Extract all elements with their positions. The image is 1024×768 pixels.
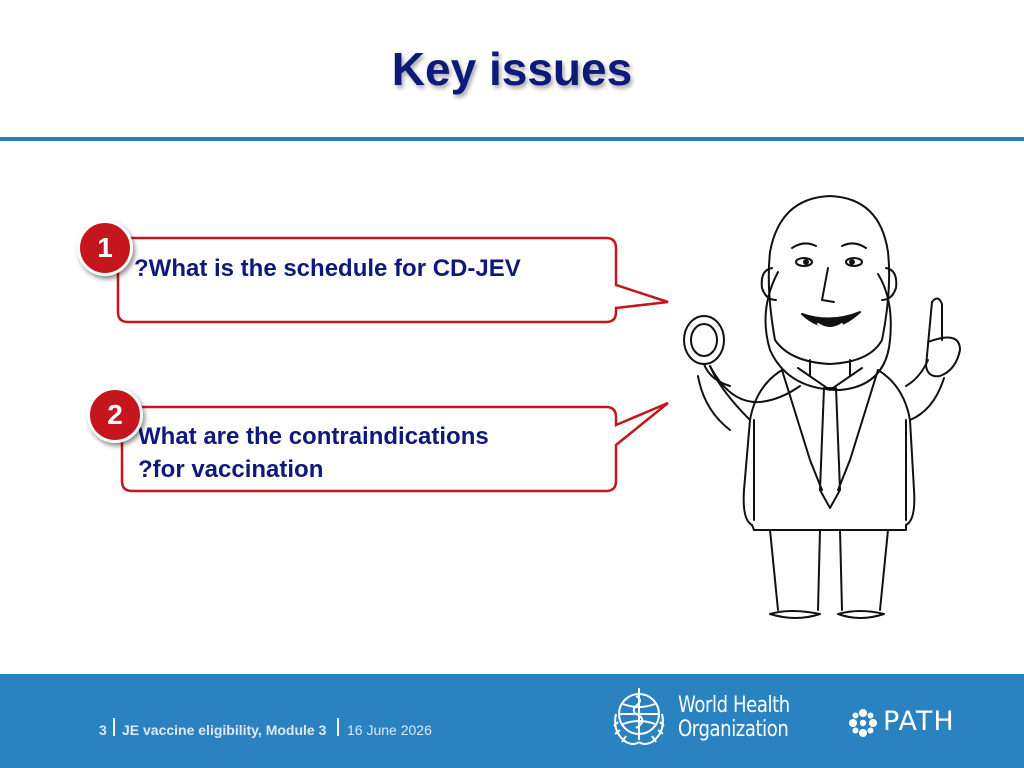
who-name-line-1: World Health — [678, 693, 790, 718]
who-name-line-2: Organization — [678, 717, 789, 742]
module-label: JE vaccine eligibility, Module 3 — [122, 722, 327, 738]
question-2-line-2: ?for vaccination — [138, 456, 324, 483]
page-number: 3 — [99, 722, 107, 738]
slide-title: Key issues — [391, 43, 633, 95]
question-2-line-1: What are the contraindications — [138, 423, 489, 450]
footer-date: 16 June 2026 — [347, 722, 432, 738]
question-1-line-1: ?What is the schedule for CD-JEV — [134, 255, 521, 282]
number-badge-1: 1 — [77, 220, 133, 276]
doctor-illustration — [670, 190, 970, 630]
who-emblem-icon — [606, 684, 672, 750]
footer-separator-2 — [337, 718, 339, 736]
who-name — [678, 694, 790, 742]
question-1-text — [134, 252, 521, 285]
path-logo-icon — [848, 708, 878, 738]
path-name: PATH — [883, 706, 955, 737]
question-2-text — [138, 420, 489, 486]
number-badge-2: 2 — [87, 387, 143, 443]
footer-separator-1 — [113, 718, 115, 736]
